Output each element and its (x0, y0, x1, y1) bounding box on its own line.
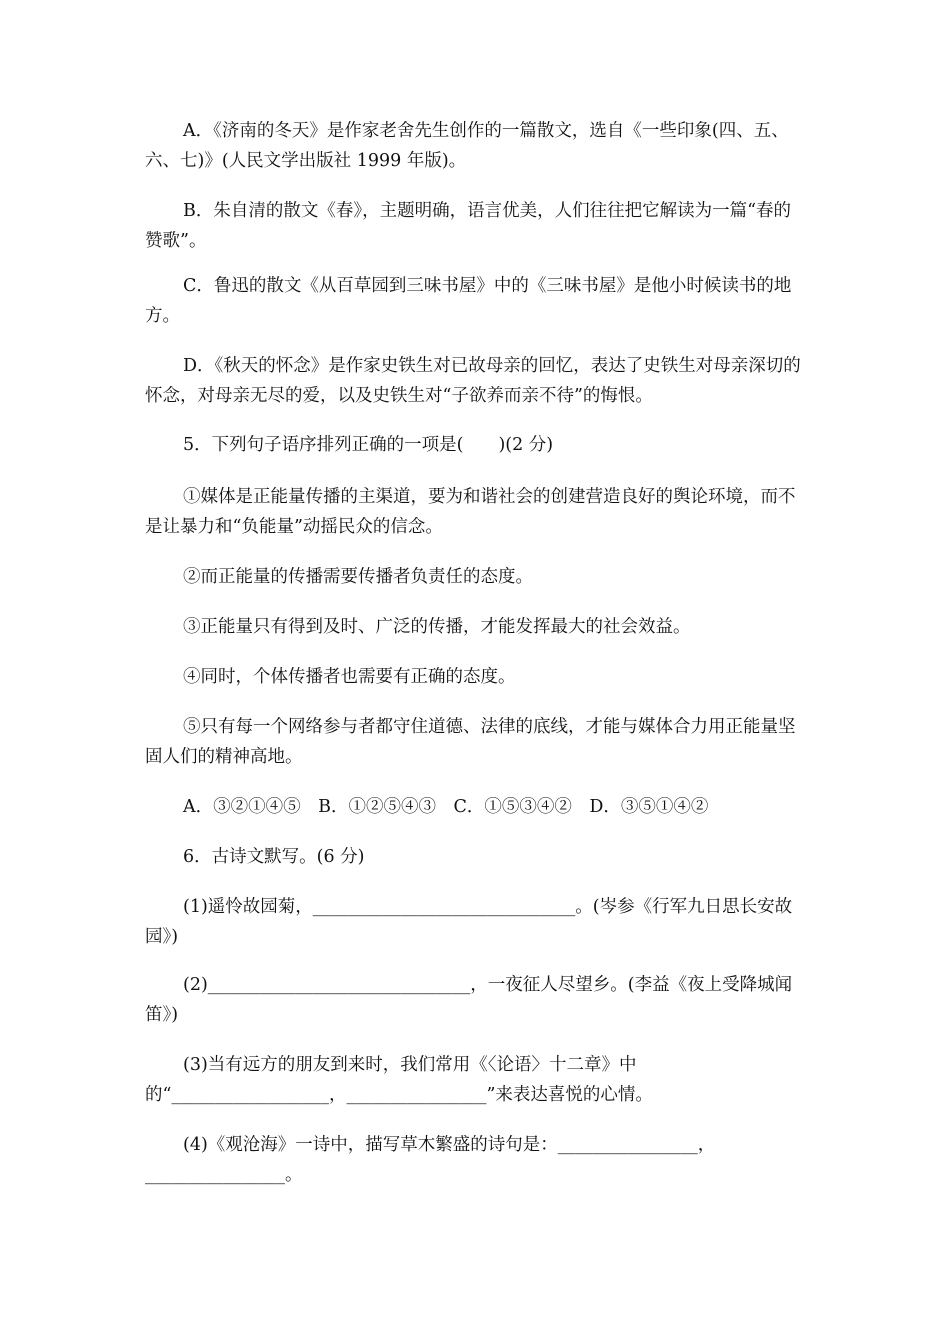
sentence-5: ⑤只有每一个网络参与者都守住道德、法律的底线，才能与媒体合力用正能量坚固人们的精神高地。 (145, 717, 796, 767)
poem-blank-3: (3)当有远方的朋友到来时，我们常用《〈论语〉十二章》中的“__________________，________________”来表达喜悦的心情。 (145, 1055, 653, 1105)
question-6-stem: 6．古诗文默写。(6 分) (183, 847, 365, 867)
option-c: C．鲁迅的散文《从百草园到三味书屋》中的《三味书屋》是他小时候读书的地方。 (145, 276, 792, 326)
poem-blank-1: (1)遥怜故园菊，______________________________。(岑参《行军九日思长安故园》) (145, 897, 793, 947)
sentence-1: ①媒体是正能量传播的主渠道，要为和谐社会的创建营造良好的舆论环境，而不是让暴力和“负能量”动摇民众的信念。 (145, 487, 796, 537)
question-5-choices: A．③②①④⑤ B．①②⑤④③ C．①⑤③④② D．③⑤①④② (183, 797, 709, 817)
question-5-stem: 5．下列句子语序排列正确的一项是( )(2 分) (183, 435, 554, 455)
sentence-2: ②而正能量的传播需要传播者负责任的态度。 (183, 567, 533, 587)
sentence-3: ③正能量只有得到及时、广泛的传播，才能发挥最大的社会效益。 (183, 617, 691, 637)
option-a: A．《济南的冬天》是作家老舍先生创作的一篇散文，选自《一些印象(四、五、六、七)》(人民文学出版社 1999 年版)。 (145, 121, 789, 171)
option-b: B．朱自清的散文《春》，主题明确，语言优美，人们往往把它解读为一篇“春的赞歌”。 (145, 201, 792, 251)
sentence-4: ④同时，个体传播者也需要有正确的态度。 (183, 667, 516, 687)
poem-blank-4: (4)《观沧海》一诗中，描写草木繁盛的诗句是：________________，________________。 (145, 1135, 716, 1185)
option-d: D．《秋天的怀念》是作家史铁生对已故母亲的回忆，表达了史铁生对母亲深切的怀念，对母亲无尽的爱，以及史铁生对“子欲养而亲不待”的悔恨。 (145, 356, 801, 406)
poem-blank-2: (2)______________________________，一夜征人尽望乡。(李益《夜上受降城闻笛》) (145, 975, 793, 1025)
